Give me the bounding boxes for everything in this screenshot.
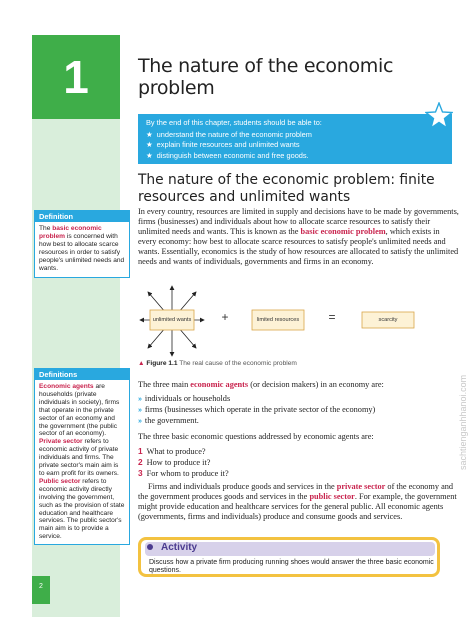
diagram-box-scarcity: scarcity	[378, 317, 398, 323]
list-item: » firms (businesses which operate in the private sector of the economy)	[138, 405, 376, 414]
section-title: The nature of the economic problem: finite resources and unlimited wants	[138, 172, 435, 205]
objectives-intro: By the end of this chapter, students should be able to:	[146, 118, 322, 127]
list-item: » individuals or households	[138, 394, 231, 403]
keyword: Public sector	[39, 477, 81, 485]
double-chevron-icon: »	[138, 407, 142, 414]
agents-paragraph: The three main economic agents (or decision makers) in an economy are:	[138, 380, 384, 389]
sectors-paragraph: Firms and individuals produce goods and services in the private sector of the economy and the government produces goods and services in the public sector. For example, the government might provide education and healthcare services for the general public. All economic agents (governments, firms and individuals) produce and consume goods and services.	[138, 482, 457, 521]
diagram-plus: +	[221, 310, 229, 324]
list-item: 3 For whom to produce it?	[138, 468, 229, 478]
diagram-box-resources: limited resources	[256, 316, 300, 323]
list-item: » the government.	[138, 416, 199, 425]
watermark: sachtienganhhanoi.com	[458, 374, 468, 470]
chapter-title: The nature of the economic problem	[138, 55, 394, 99]
definitions-box	[34, 368, 130, 545]
activity-box	[138, 537, 440, 577]
objective-item: ★ distinguish between economic and free goods.	[146, 150, 309, 160]
diagram-box-wants: unlimited wants	[152, 316, 192, 323]
objective-item: ★ understand the nature of the economic problem	[146, 130, 312, 140]
star-bullet-icon: ★	[146, 150, 153, 160]
figure-caption: ▲ Figure 1.1 The real cause of the economic problem	[138, 360, 297, 367]
keyword: basic economic problem	[300, 227, 386, 236]
triangle-icon: ▲	[138, 360, 147, 367]
definitions-heading: Definitions	[35, 369, 129, 380]
diagram-equals: =	[328, 310, 336, 324]
keyword: Economic agents	[39, 383, 94, 390]
definition-heading: Definition	[35, 211, 129, 222]
objective-item: ★ explain finite resources and unlimited wants	[146, 140, 300, 150]
questions-list	[138, 446, 229, 479]
page-number-tab	[32, 576, 50, 604]
keyword: economic agents	[190, 380, 249, 389]
learning-objectives-box	[138, 114, 452, 164]
list-item: 2 How to produce it?	[138, 457, 211, 467]
agents-list	[138, 394, 375, 427]
activity-text: Discuss how a private firm producing running shoes would answer the three basic economic questions.	[149, 559, 434, 575]
keyword: Private sector	[39, 438, 83, 446]
questions-intro: The three basic economic questions addressed by economic agents are:	[138, 432, 374, 441]
double-chevron-icon: »	[138, 418, 142, 425]
objectives-list	[146, 130, 444, 161]
definitions-text: Economic agents are households (private individuals in society), firms that operate in the private sector of an economy and the government (the public sector of an economy). Private sector refers to economic activity of private individuals and firms. The private sector's main aim is to earn profit for its owners. Public sector refers to economic activity directly involving the government, such as the provision of state education and healthcare services. The public sector's main aim is to provide a service.	[39, 383, 125, 541]
definition-text: The basic economic problem is concerned with how best to allocate scarce resources in order to satisfy people's unlimited needs and wants.	[39, 225, 125, 273]
keyword: private sector	[336, 482, 386, 491]
star-bullet-icon: ★	[146, 130, 153, 140]
scarcity-diagram	[138, 282, 458, 360]
activity-header	[145, 542, 435, 556]
star-bullet-icon: ★	[146, 140, 153, 150]
double-chevron-icon: »	[138, 396, 142, 403]
definition-box	[34, 210, 130, 278]
keyword: public sector	[309, 492, 355, 501]
list-item: 1 What to produce?	[138, 446, 206, 456]
chapter-number-box	[32, 35, 120, 119]
page-number: 2	[39, 583, 43, 590]
intro-paragraph: In every country, resources are limited in supply and decisions have to be made by governments, firms (businesses) and individuals about how to allocate scarce resources to satisfy their unlimited needs and wants. This is known as the basic economic problem, which exists in every economy: how best to allocate scarce resources to satisfy people's unlimited needs and wants. Essentially, economics is the study of how resources are allocated to satisfy the unlimited needs and wants of individuals, governments and firms in an economy.	[138, 207, 459, 266]
star-icon	[425, 102, 453, 130]
keyword: basic economic problem	[39, 225, 102, 241]
activity-bullet-icon	[147, 544, 153, 550]
activity-heading: Activity	[161, 542, 198, 553]
chapter-number: 1	[63, 51, 89, 103]
